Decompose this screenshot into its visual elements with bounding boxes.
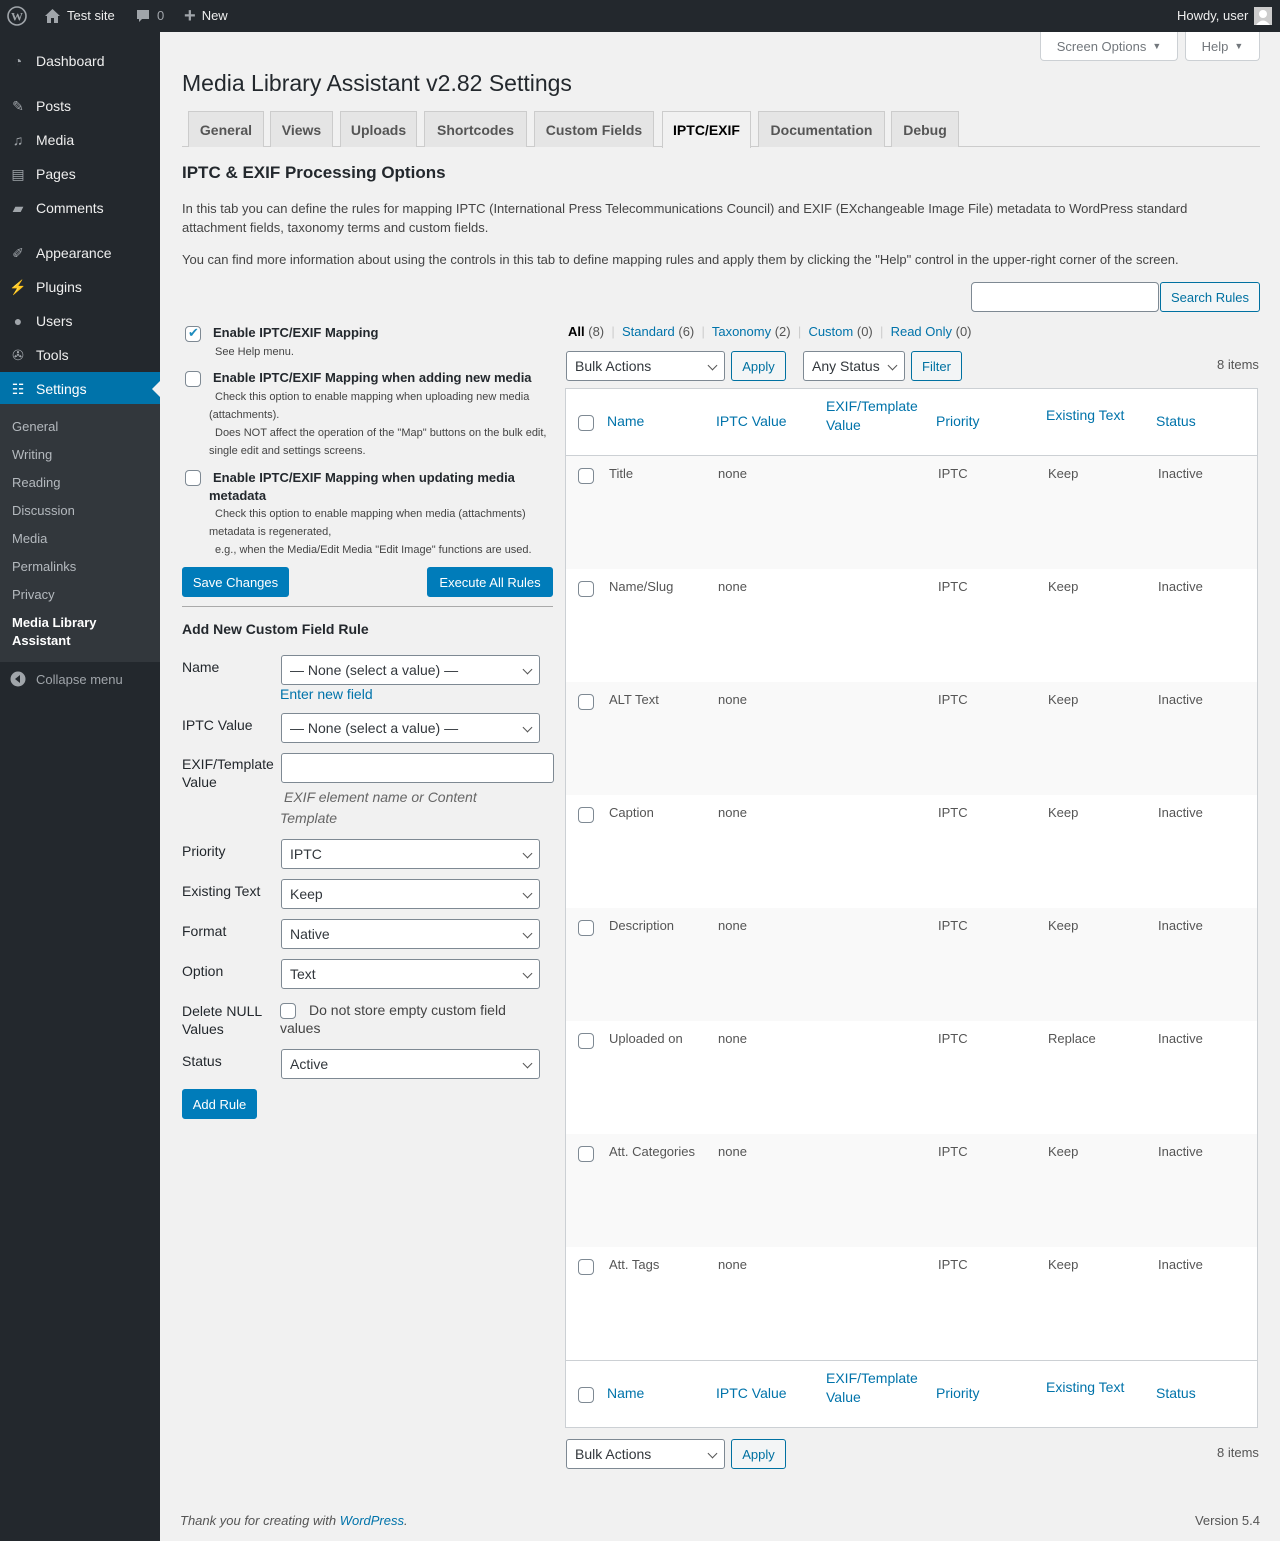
cell-iptc: none [718,466,747,481]
tab-views[interactable]: Views [270,111,333,147]
chevron-down-icon [523,929,533,939]
status-filter-value: Any Status [812,358,880,374]
footer-thanks [180,1513,408,1528]
enable-mapping-new-media-help2: Does NOT affect the operation of the "Map" buttons on the bulk edit, single edit and settings screens. [209,427,547,457]
submenu-item-general[interactable]: General [12,419,59,434]
menu-item-settings[interactable] [0,372,160,406]
chevron-down-icon [523,849,533,859]
pages-icon: ▤ [11,165,25,182]
tab-debug[interactable]: Debug [891,111,959,147]
cell-name[interactable]: Caption [609,805,654,820]
view-count: (8) [588,324,605,339]
plus-icon: + [184,5,196,27]
row-checkbox[interactable] [578,694,594,710]
version-text: Version 5.4 [1194,1513,1260,1528]
existing-text-select-value: Keep [290,886,323,902]
chevron-down-icon [523,969,533,979]
table-row[interactable] [566,682,1257,795]
search-rules-button[interactable]: Search Rules [1160,282,1260,312]
plugin-icon: ⚡ [9,278,27,295]
cell-status: Inactive [1158,1031,1203,1046]
intro-text: In this tab you can define the rules for mapping IPTC (International Press Telecommunications Council) and EXIF (EXchangeable Image File) metadata to WordPress standard attachment fields, taxonomy terms and custom fields. [182,201,1188,235]
menu-item-dashboard[interactable] [0,44,160,78]
menu-label: Settings [36,381,87,397]
cell-priority: IPTC [938,805,968,820]
select-all-checkbox[interactable] [578,415,594,431]
enable-mapping-update-checkbox[interactable] [185,470,201,486]
enable-mapping-help: See Help menu. [215,346,294,358]
column-header-priority[interactable]: Priority [936,413,980,429]
cell-name[interactable]: ALT Text [609,692,659,707]
menu-item-media[interactable] [0,123,160,157]
cell-priority: IPTC [938,466,968,481]
column-footer-existing-text[interactable]: Existing Text [1046,1379,1125,1395]
enable-mapping-new-media-help1: Check this option to enable mapping when uploading new media (attachments). [209,391,530,421]
view-count: (0) [955,324,972,339]
cell-iptc: none [718,805,747,820]
cell-existing: Keep [1048,805,1079,820]
avatar [1254,7,1272,25]
table-row[interactable] [566,456,1257,569]
iptc-value-select[interactable] [281,713,540,743]
footer-period: . [404,1513,408,1528]
menu-label: Users [36,313,73,329]
select-all-checkbox-footer[interactable] [578,1387,594,1403]
existing-text-label: Existing Text [182,883,261,899]
cell-name[interactable]: Name/Slug [609,579,674,594]
users-icon: ● [13,313,23,329]
enable-mapping-update-help2: e.g., when the Media/Edit Media "Edit Image" functions are used. [215,544,532,556]
cell-existing: Replace [1048,1031,1096,1046]
bulk-actions-value: Bulk Actions [575,1446,652,1462]
name-label: Name [182,659,220,675]
cell-status: Inactive [1158,466,1203,481]
view-all-link[interactable]: All [568,324,585,339]
table-footer [566,1360,1257,1427]
enable-mapping-label: Enable IPTC/EXIF Mapping [213,325,379,340]
menu-label: Tools [36,347,69,363]
site-name-link[interactable] [44,0,115,32]
submenu-item-media-library-assistant[interactable]: Media Library Assistant [12,615,97,648]
menu-label: Posts [36,98,72,114]
menu-label: Appearance [36,245,112,261]
cell-name[interactable]: Att. Categories [609,1144,695,1159]
column-header-iptc-value[interactable]: IPTC Value [716,413,787,429]
table-row[interactable] [566,1247,1257,1360]
chevron-down-icon [523,723,533,733]
tab-general[interactable]: General [188,111,264,147]
view-custom-link[interactable]: Custom [808,324,854,339]
submenu-item-discussion[interactable]: Discussion [12,503,75,518]
cell-status: Inactive [1158,805,1203,820]
submenu-item-writing[interactable]: Writing [12,447,53,462]
submenu-item-reading[interactable]: Reading [12,475,61,490]
priority-label: Priority [182,843,226,859]
menu-label: Pages [36,166,76,182]
tab-shortcodes[interactable]: Shortcodes [424,111,527,147]
cell-status: Inactive [1158,1144,1203,1159]
cell-name[interactable]: Description [609,918,675,933]
cell-existing: Keep [1048,466,1079,481]
menu-item-users[interactable] [0,304,160,338]
menu-label: Media [36,132,75,148]
table-row[interactable] [566,795,1257,908]
section-title: IPTC & EXIF Processing Options [182,163,446,182]
column-header-status[interactable]: Status [1156,413,1196,429]
enable-mapping-new-media-label: Enable IPTC/EXIF Mapping when adding new media [213,370,532,385]
wordpress-logo-icon[interactable] [7,0,27,32]
cell-iptc: none [718,1144,747,1159]
column-footer-exif-template-value[interactable]: EXIF/Template Value [826,1370,918,1405]
rule-views: All (8) | Standard (6) | Taxonomy (2) | Custom (0) | Read Only (0) [568,324,972,339]
menu-item-appearance[interactable] [0,236,160,270]
column-header-exif-template-value[interactable]: EXIF/Template Value [826,398,918,433]
cell-existing: Keep [1048,579,1079,594]
priority-select[interactable] [281,839,540,869]
pin-icon: ✎ [12,97,24,114]
format-label: Format [182,923,227,939]
cell-iptc: none [718,918,747,933]
search-rules-input[interactable] [971,282,1159,312]
view-standard-link[interactable]: Standard [621,324,675,339]
iptc-value-select-value: — None (select a value) — [290,720,459,736]
admin-menu [0,32,160,1541]
row-checkbox[interactable] [578,581,594,597]
format-select[interactable] [281,919,540,949]
cell-existing: Keep [1048,918,1079,933]
name-select-value: — None (select a value) — [290,662,459,678]
collapse-arrow-icon [0,671,36,687]
chevron-down-icon [523,665,533,675]
view-taxonomy-link[interactable]: Taxonomy [711,324,772,339]
view-read-only-link[interactable]: Read Only [890,324,952,339]
cell-existing: Keep [1048,692,1079,707]
cell-iptc: none [718,1031,747,1046]
exif-template-label: EXIF/Template Value [182,756,274,790]
cell-iptc: none [718,692,747,707]
wrench-icon: ✇ [12,346,24,363]
settings-tabs [182,111,1260,147]
cell-name[interactable]: Uploaded on [609,1031,683,1046]
enable-mapping-update-label: Enable IPTC/EXIF Mapping when updating media metadata [209,470,515,503]
cell-existing: Keep [1048,1144,1079,1159]
submenu-item-media[interactable]: Media [12,531,48,546]
iptc-value-label: IPTC Value [182,717,253,733]
menu-label: Plugins [36,279,82,295]
cell-status: Inactive [1158,918,1203,933]
row-checkbox[interactable] [578,807,594,823]
help-text: You can find more information about using the controls in this tab to define mapping rules and apply them by clicking the "Help" control in the upper-right corner of the screen. [182,252,1179,267]
menu-item-posts[interactable] [0,89,160,123]
name-select[interactable] [281,655,540,685]
add-rule-title: Add New Custom Field Rule [182,621,369,637]
paintbrush-icon: ✐ [12,244,24,261]
cell-iptc: none [718,1257,747,1272]
row-checkbox[interactable] [578,1033,594,1049]
view-count: (6) [678,324,695,339]
tab-documentation[interactable]: Documentation [758,111,885,147]
table-row[interactable] [566,908,1257,1021]
svg-text:W: W [11,9,23,24]
cell-priority: IPTC [938,1257,968,1272]
cell-name[interactable]: Title [609,466,634,481]
column-footer-priority[interactable]: Priority [936,1385,980,1401]
column-footer-name[interactable]: Name [607,1385,645,1401]
format-select-value: Native [290,926,330,942]
screen-options-button[interactable] [1040,32,1178,61]
row-checkbox[interactable] [578,468,594,484]
media-icon: ♫ [12,132,24,148]
tab-uploads[interactable]: Uploads [340,111,417,147]
tab-iptc-exif[interactable]: IPTC/EXIF [662,111,751,148]
chevron-down-icon [888,361,898,371]
exif-template-input[interactable] [281,753,554,783]
bulk-actions-value: Bulk Actions [575,358,652,374]
delete-null-label: Delete NULL Values [182,1003,262,1037]
caret-down-icon: ▼ [1234,41,1244,51]
priority-select-value: IPTC [290,846,322,862]
save-changes-button[interactable]: Save Changes [182,567,289,597]
chevron-down-icon [523,889,533,899]
settings-submenu [0,404,160,662]
submenu-item-privacy[interactable]: Privacy [12,587,55,602]
column-header-name[interactable]: Name [607,413,645,429]
new-content-link[interactable] [184,0,228,32]
column-footer-status[interactable]: Status [1156,1385,1196,1401]
row-checkbox[interactable] [578,1259,594,1275]
chevron-down-icon [708,361,718,371]
view-count: (0) [856,324,873,339]
view-count: (2) [774,324,791,339]
items-count-top: 8 items [1217,357,1259,372]
column-header-existing-text[interactable]: Existing Text [1046,407,1125,423]
wordpress-link[interactable]: WordPress [339,1513,404,1528]
menu-item-comments[interactable] [0,191,160,225]
menu-item-tools[interactable] [0,338,160,372]
cell-iptc: none [718,579,747,594]
dashboard-icon: ◔ [13,53,23,69]
howdy-text: Howdy, user [1177,8,1249,23]
admin-bar [0,0,1280,32]
filter-button[interactable]: Filter [911,351,962,381]
cell-priority: IPTC [938,918,968,933]
page-title: Media Library Assistant v2.82 Settings [182,70,572,96]
help-label: Help [1201,38,1229,54]
cell-priority: IPTC [938,692,968,707]
existing-text-select[interactable] [281,879,540,909]
row-checkbox[interactable] [578,920,594,936]
add-rule-button[interactable]: Add Rule [182,1089,257,1119]
status-select[interactable] [281,1049,540,1079]
cell-status: Inactive [1158,1257,1203,1272]
status-select-value: Active [290,1056,329,1072]
help-button[interactable] [1185,32,1260,61]
bulk-actions-select-top[interactable] [566,351,725,381]
menu-label: Comments [36,200,104,216]
cell-priority: IPTC [938,579,968,594]
exif-template-help: EXIF element name or Content Template [280,789,477,826]
menu-label: Dashboard [36,53,105,69]
table-row[interactable] [566,1134,1257,1247]
comments-icon: ▰ [12,199,24,216]
comment-bubble-icon [135,8,151,24]
table-row[interactable] [566,1021,1257,1134]
items-count-bottom: 8 items [1217,1445,1259,1460]
cell-priority: IPTC [938,1144,968,1159]
column-footer-iptc-value[interactable]: IPTC Value [716,1385,787,1401]
bulk-actions-select-bottom[interactable] [566,1439,725,1469]
chevron-down-icon [708,1449,718,1459]
rules-table [565,388,1258,1428]
comments-link[interactable] [135,0,164,32]
caret-down-icon: ▼ [1152,41,1162,51]
footer-thanks-text: Thank you for creating with [180,1513,340,1528]
apply-button-bottom[interactable]: Apply [731,1439,786,1469]
my-account-link[interactable] [1177,0,1272,32]
table-row[interactable] [566,569,1257,682]
row-checkbox[interactable] [578,1146,594,1162]
comments-count: 0 [157,8,165,23]
home-icon [44,8,61,24]
execute-all-rules-button[interactable]: Execute All Rules [427,567,553,597]
table-header [566,389,1257,456]
cell-status: Inactive [1158,579,1203,594]
cell-priority: IPTC [938,1031,968,1046]
enable-mapping-checkbox[interactable] [185,326,201,342]
enable-mapping-update-help1: Check this option to enable mapping when media (attachments) metadata is regenerated, [209,508,526,538]
collapse-menu-button[interactable] [0,668,160,690]
tab-custom-fields[interactable]: Custom Fields [534,111,654,147]
site-name: Test site [67,8,115,23]
cell-existing: Keep [1048,1257,1079,1272]
chevron-down-icon [523,1059,533,1069]
option-select[interactable] [281,959,540,989]
collapse-label: Collapse menu [36,671,123,687]
apply-button-top[interactable]: Apply [731,351,786,381]
menu-item-plugins[interactable] [0,270,160,304]
screen-options-label: Screen Options [1056,38,1147,54]
delete-null-help: Do not store empty custom field values [280,1002,506,1036]
settings-icon: ☷ [11,380,25,397]
option-label: Option [182,963,224,979]
new-label: New [201,8,228,23]
submenu-item-permalinks[interactable]: Permalinks [12,559,77,574]
enable-mapping-new-media-checkbox[interactable] [185,371,201,387]
enter-new-field-link[interactable]: Enter new field [280,686,373,702]
cell-status: Inactive [1158,692,1203,707]
status-filter-select[interactable] [803,351,905,381]
divider [182,606,553,607]
menu-item-pages[interactable] [0,157,160,191]
cell-name[interactable]: Att. Tags [609,1257,660,1272]
option-select-value: Text [290,966,316,982]
status-label: Status [182,1053,222,1069]
